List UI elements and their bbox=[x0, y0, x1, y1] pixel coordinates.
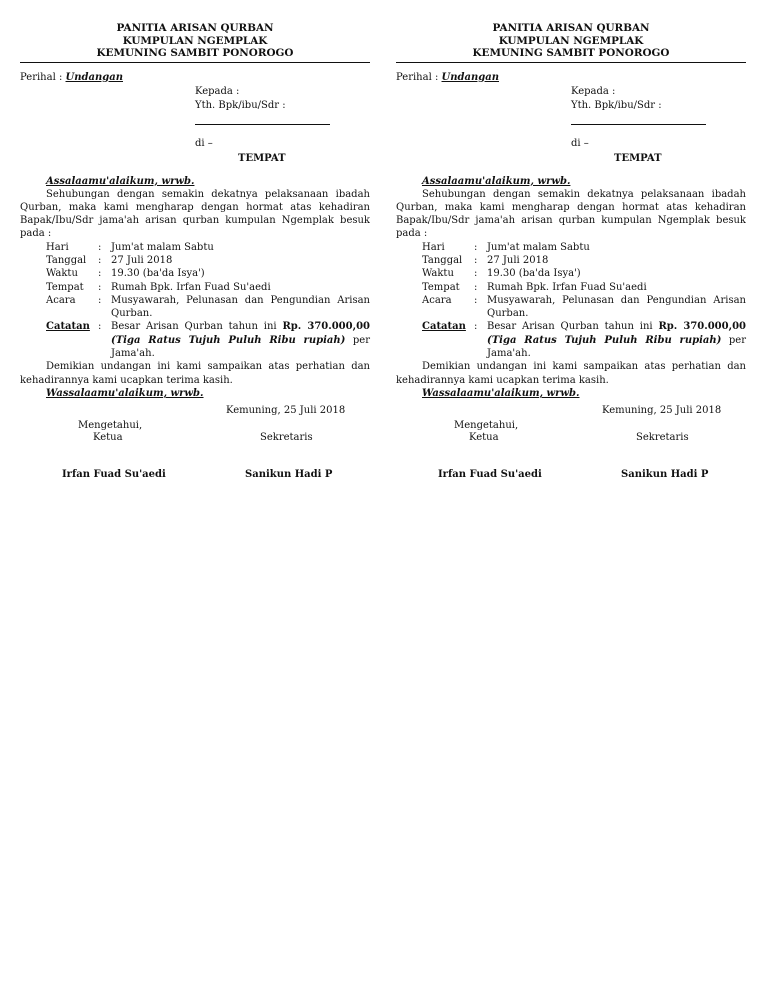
detail-colon: : bbox=[98, 268, 102, 280]
letterhead-line-2: KUMPULAN NGEMPLAK bbox=[122, 34, 268, 47]
letterhead-line-3: KEMUNING SAMBIT PONOROGO bbox=[472, 47, 670, 59]
closing-greeting: Wassalaamu'alaikum, wrwb. bbox=[46, 387, 204, 399]
header-divider bbox=[20, 62, 370, 63]
letterhead-line-3: KEMUNING SAMBIT PONOROGO bbox=[96, 47, 294, 59]
letterhead-line-1: PANITIA ARISAN QURBAN bbox=[116, 22, 274, 34]
yth-label: Yth. Bpk/ibu/Sdr : bbox=[195, 99, 286, 111]
detail-key: Waktu bbox=[422, 268, 454, 280]
detail-key: Tempat bbox=[46, 281, 84, 293]
detail-key: Waktu bbox=[46, 268, 78, 280]
detail-value: Musyawarah, Pelunasan dan Pengundian Arisan Qurban. bbox=[111, 294, 370, 320]
detail-row bbox=[422, 254, 746, 267]
yth-label: Yth. Bpk/ibu/Sdr : bbox=[571, 99, 662, 111]
letterhead-line-1: PANITIA ARISAN QURBAN bbox=[492, 22, 650, 34]
catatan-text: Besar Arisan Qurban tahun ini bbox=[487, 321, 653, 333]
recipient-block bbox=[571, 85, 746, 151]
detail-row bbox=[422, 241, 746, 254]
letter-date: Kemuning, 25 Juli 2018 bbox=[226, 404, 346, 416]
detail-key: Acara bbox=[422, 294, 452, 306]
detail-row bbox=[46, 281, 370, 294]
catatan-per-jamaah: per Jama'ah. bbox=[111, 334, 371, 360]
event-details bbox=[46, 241, 370, 361]
catatan-amount: Rp. 370.000,00 bbox=[658, 321, 746, 333]
tempat-label: TEMPAT bbox=[238, 152, 286, 164]
catatan-amount-words: (Tiga Ratus Tujuh Puluh Ribu rupiah) bbox=[487, 334, 722, 346]
ketua-label: Ketua bbox=[469, 431, 499, 443]
detail-value: 19.30 (ba'da Isya') bbox=[111, 268, 205, 280]
catatan-label: Catatan bbox=[422, 321, 466, 333]
closing-paragraph: Demikian undangan ini kami sampaikan atas perhatian dan kehadirannya kami ucapkan terima kasih. bbox=[396, 361, 746, 386]
detail-row bbox=[46, 294, 370, 321]
catatan-label: Catatan bbox=[46, 321, 90, 333]
sekretaris-label: Sekretaris bbox=[636, 431, 689, 443]
perihal-row bbox=[396, 71, 746, 84]
kepada-label: Kepada : bbox=[571, 85, 616, 97]
tempat-label: TEMPAT bbox=[614, 152, 662, 164]
catatan-value bbox=[487, 320, 746, 360]
ketua-label: Ketua bbox=[93, 431, 123, 443]
closing-greeting: Wassalaamu'alaikum, wrwb. bbox=[422, 387, 580, 399]
perihal-label: Perihal : bbox=[396, 71, 439, 83]
recipient-block bbox=[195, 85, 370, 151]
detail-key: Hari bbox=[422, 241, 445, 253]
letterhead bbox=[396, 22, 746, 60]
detail-colon: : bbox=[474, 294, 478, 306]
mengetahui-label: Mengetahui, bbox=[78, 419, 143, 431]
detail-colon: : bbox=[98, 281, 102, 293]
catatan-row bbox=[46, 320, 370, 360]
detail-colon: : bbox=[98, 254, 102, 266]
invitation-letter-left bbox=[20, 22, 370, 490]
detail-colon: : bbox=[474, 254, 478, 266]
event-details bbox=[422, 241, 746, 361]
catatan-row bbox=[422, 320, 746, 360]
catatan-text: Besar Arisan Qurban tahun ini bbox=[111, 321, 277, 333]
detail-row bbox=[422, 267, 746, 280]
detail-value: 27 Juli 2018 bbox=[111, 254, 173, 266]
closing-paragraph: Demikian undangan ini kami sampaikan atas perhatian dan kehadirannya kami ucapkan terima kasih. bbox=[20, 361, 370, 386]
detail-colon: : bbox=[98, 294, 102, 306]
catatan-amount-words: (Tiga Ratus Tujuh Puluh Ribu rupiah) bbox=[111, 334, 346, 346]
signature-block bbox=[396, 400, 746, 490]
detail-row bbox=[46, 241, 370, 254]
detail-colon: : bbox=[98, 241, 102, 253]
detail-value: Jum'at malam Sabtu bbox=[111, 241, 214, 253]
perihal-label: Perihal : bbox=[20, 71, 63, 83]
mengetahui-label: Mengetahui, bbox=[454, 419, 519, 431]
catatan-amount: Rp. 370.000,00 bbox=[282, 321, 370, 333]
letterhead bbox=[20, 22, 370, 60]
header-divider bbox=[396, 62, 746, 63]
opening-greeting: Assalaamu'alaikum, wrwb. bbox=[46, 175, 195, 187]
sekretaris-label: Sekretaris bbox=[260, 431, 313, 443]
perihal-value: Undangan bbox=[441, 71, 499, 83]
detail-colon: : bbox=[474, 241, 478, 253]
detail-value: Rumah Bpk. Irfan Fuad Su'aedi bbox=[487, 281, 647, 293]
detail-row bbox=[46, 254, 370, 267]
detail-key: Tanggal bbox=[422, 254, 463, 266]
ketua-name: Irfan Fuad Su'aedi bbox=[438, 468, 542, 480]
detail-value: Rumah Bpk. Irfan Fuad Su'aedi bbox=[111, 281, 271, 293]
signature-block bbox=[20, 400, 370, 490]
ketua-name: Irfan Fuad Su'aedi bbox=[62, 468, 166, 480]
recipient-blank-line bbox=[195, 124, 330, 125]
opening-greeting: Assalaamu'alaikum, wrwb. bbox=[422, 175, 571, 187]
detail-value: Jum'at malam Sabtu bbox=[487, 241, 590, 253]
detail-value: 27 Juli 2018 bbox=[487, 254, 549, 266]
detail-value: 19.30 (ba'da Isya') bbox=[487, 268, 581, 280]
detail-key: Acara bbox=[46, 294, 76, 306]
detail-key: Hari bbox=[46, 241, 69, 253]
detail-value: Musyawarah, Pelunasan dan Pengundian Arisan Qurban. bbox=[487, 294, 746, 320]
perihal-value: Undangan bbox=[65, 71, 123, 83]
detail-key: Tanggal bbox=[46, 254, 87, 266]
di-label: di – bbox=[195, 137, 213, 149]
catatan-value bbox=[111, 320, 370, 360]
detail-row bbox=[46, 267, 370, 280]
kepada-label: Kepada : bbox=[195, 85, 240, 97]
sekretaris-name: Sanikun Hadi P bbox=[621, 468, 709, 480]
di-label: di – bbox=[571, 137, 589, 149]
intro-paragraph: Sehubungan dengan semakin dekatnya pelaksanaan ibadah Qurban, maka kami mengharap dengan hormat atas kehadiran Bapak/Ibu/Sdr jama'ah arisan qurban kumpulan Ngemplak besuk pada : bbox=[20, 188, 370, 240]
letter-date: Kemuning, 25 Juli 2018 bbox=[602, 404, 722, 416]
detail-colon: : bbox=[474, 321, 478, 333]
detail-colon: : bbox=[474, 281, 478, 293]
detail-row bbox=[422, 281, 746, 294]
letterhead-line-2: KUMPULAN NGEMPLAK bbox=[498, 34, 644, 47]
perihal-row bbox=[20, 71, 370, 84]
intro-paragraph: Sehubungan dengan semakin dekatnya pelaksanaan ibadah Qurban, maka kami mengharap dengan hormat atas kehadiran Bapak/Ibu/Sdr jama'ah arisan qurban kumpulan Ngemplak besuk pada : bbox=[396, 188, 746, 240]
invitation-letter-right bbox=[396, 22, 746, 490]
catatan-per-jamaah: per Jama'ah. bbox=[487, 334, 747, 360]
detail-colon: : bbox=[474, 268, 478, 280]
recipient-blank-line bbox=[571, 124, 706, 125]
detail-key: Tempat bbox=[422, 281, 460, 293]
sekretaris-name: Sanikun Hadi P bbox=[245, 468, 333, 480]
detail-row bbox=[422, 294, 746, 321]
detail-colon: : bbox=[98, 321, 102, 333]
